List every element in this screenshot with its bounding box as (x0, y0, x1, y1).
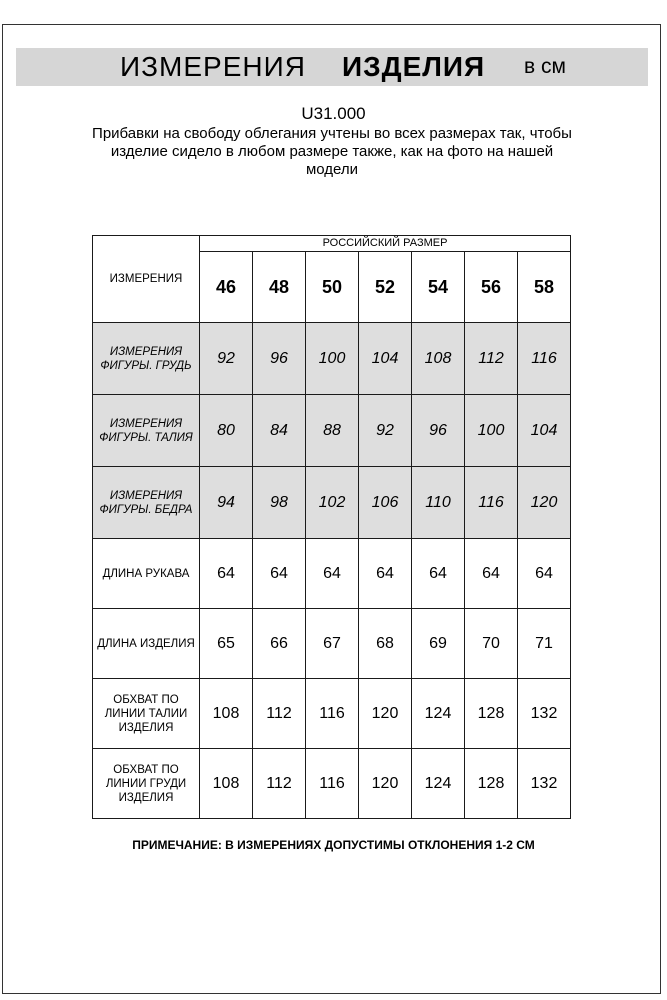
value-cell: 104 (518, 395, 571, 467)
table-row-chest (93, 323, 571, 395)
value-cell: 120 (359, 749, 412, 819)
value-cell: 64 (412, 539, 465, 609)
value-cell: 112 (253, 679, 306, 749)
size-group-header: РОССИЙСКИЙ РАЗМЕР (200, 236, 571, 252)
value-cell: 84 (253, 395, 306, 467)
title-bar (16, 48, 648, 86)
size-cell: 58 (518, 252, 571, 323)
row-label: ИЗМЕРЕНИЯ ФИГУРЫ. ТАЛИЯ (93, 395, 200, 467)
value-cell: 108 (200, 679, 253, 749)
value-cell: 64 (359, 539, 412, 609)
row-label: ОБХВАТ ПО ЛИНИИ ТАЛИИ ИЗДЕЛИЯ (93, 679, 200, 749)
footer-note: ПРИМЕЧАНИЕ: В ИЗМЕРЕНИЯХ ДОПУСТИМЫ ОТКЛОНЕНИЯ 1-2 СМ (132, 838, 535, 852)
value-cell: 64 (518, 539, 571, 609)
table-row-hips (93, 467, 571, 539)
value-cell: 64 (200, 539, 253, 609)
value-cell: 64 (465, 539, 518, 609)
article-number: U31.000 (301, 104, 366, 123)
row-label: ДЛИНА ИЗДЕЛИЯ (93, 609, 200, 679)
row-label: ДЛИНА РУКАВА (93, 539, 200, 609)
value-cell: 110 (412, 467, 465, 539)
value-cell: 100 (465, 395, 518, 467)
value-cell: 116 (306, 679, 359, 749)
value-cell: 92 (200, 323, 253, 395)
intro-note: Прибавки на свободу облегания учтены во всех размерах так, чтобы изделие сидело в любом размере также, как на фото на нашей модели (92, 125, 572, 178)
value-cell: 128 (465, 749, 518, 819)
value-cell: 108 (200, 749, 253, 819)
value-cell: 132 (518, 679, 571, 749)
row-label: ИЗМЕРЕНИЯ ФИГУРЫ. ГРУДЬ (93, 323, 200, 395)
table-row-waist-girth (93, 679, 571, 749)
size-cell: 48 (253, 252, 306, 323)
table-row-sleeve-length (93, 539, 571, 609)
row-label: ИЗМЕРЕНИЯ ФИГУРЫ. БЕДРА (93, 467, 200, 539)
value-cell: 108 (412, 323, 465, 395)
size-cell: 56 (465, 252, 518, 323)
value-cell: 102 (306, 467, 359, 539)
value-cell: 112 (253, 749, 306, 819)
value-cell: 96 (412, 395, 465, 467)
table-row-chest-girth (93, 749, 571, 819)
value-cell: 69 (412, 609, 465, 679)
size-table (92, 235, 571, 819)
value-cell: 70 (465, 609, 518, 679)
size-cell: 50 (306, 252, 359, 323)
value-cell: 132 (518, 749, 571, 819)
title-product: ИЗДЕЛИЯ (342, 51, 486, 82)
title-units: в см (524, 55, 566, 78)
value-cell: 120 (359, 679, 412, 749)
size-cell: 52 (359, 252, 412, 323)
value-cell: 92 (359, 395, 412, 467)
value-cell: 120 (518, 467, 571, 539)
row-label: ОБХВАТ ПО ЛИНИИ ГРУДИ ИЗДЕЛИЯ (93, 749, 200, 819)
value-cell: 96 (253, 323, 306, 395)
value-cell: 65 (200, 609, 253, 679)
value-cell: 104 (359, 323, 412, 395)
size-cell: 54 (412, 252, 465, 323)
table-row-waist (93, 395, 571, 467)
value-cell: 64 (253, 539, 306, 609)
value-cell: 64 (306, 539, 359, 609)
value-cell: 112 (465, 323, 518, 395)
title-measurements: ИЗМЕРЕНИЯ (120, 51, 306, 82)
value-cell: 124 (412, 749, 465, 819)
value-cell: 124 (412, 679, 465, 749)
value-cell: 88 (306, 395, 359, 467)
value-cell: 67 (306, 609, 359, 679)
value-cell: 106 (359, 467, 412, 539)
value-cell: 66 (253, 609, 306, 679)
value-cell: 116 (306, 749, 359, 819)
table-row-product-length (93, 609, 571, 679)
size-cell: 46 (200, 252, 253, 323)
value-cell: 71 (518, 609, 571, 679)
value-cell: 98 (253, 467, 306, 539)
value-cell: 94 (200, 467, 253, 539)
value-cell: 128 (465, 679, 518, 749)
value-cell: 68 (359, 609, 412, 679)
value-cell: 116 (518, 323, 571, 395)
value-cell: 80 (200, 395, 253, 467)
value-cell: 116 (465, 467, 518, 539)
value-cell: 100 (306, 323, 359, 395)
measure-header: ИЗМЕРЕНИЯ (93, 236, 200, 323)
